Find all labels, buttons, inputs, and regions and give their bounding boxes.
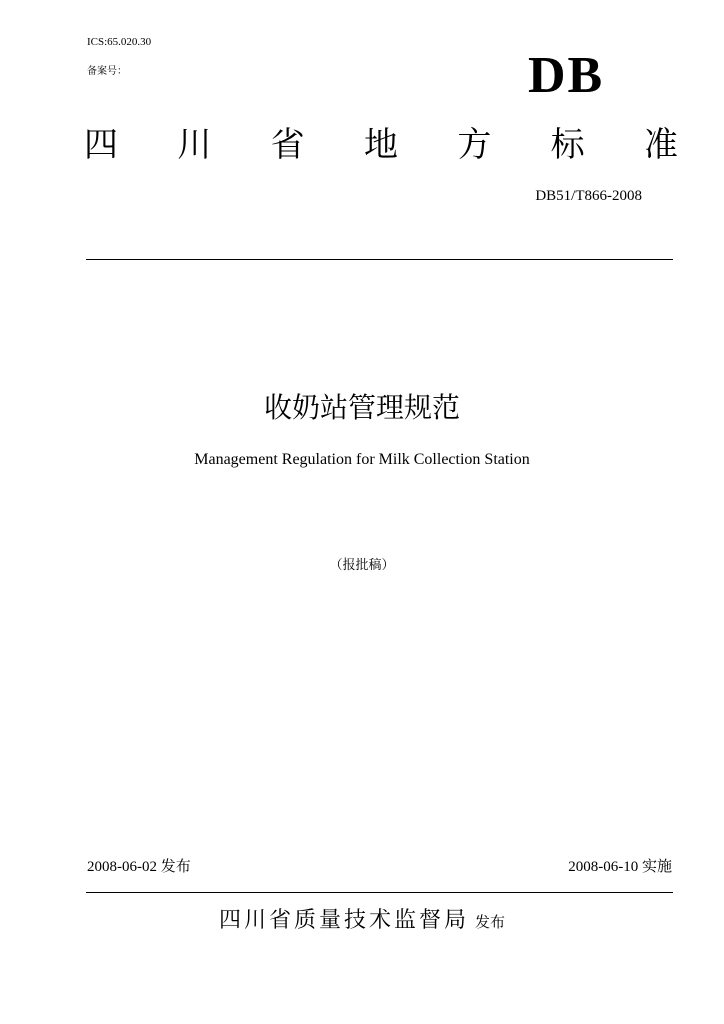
issuer-name: 四川省质量技术监督局: [218, 908, 469, 933]
ics-code: ICS:65.020.30: [87, 36, 152, 48]
draft-note: （报批稿）: [329, 558, 395, 573]
standard-type-char: 方: [457, 125, 492, 165]
standard-number: DB51/T866-2008: [535, 188, 642, 204]
effective-date: 2008-06-10 实施: [568, 859, 672, 875]
issuer-suffix: 发布: [475, 913, 506, 931]
standard-type-char: 准: [643, 125, 678, 165]
standard-type-char: 四: [84, 125, 118, 165]
document-title-chinese: 收奶站管理规范: [263, 391, 460, 424]
document-title-english: Management Regulation for Milk Collection Station: [194, 451, 530, 468]
bottom-divider: [86, 892, 673, 893]
standard-type-char: 地: [363, 125, 398, 165]
issue-date: 2008-06-02 发布: [87, 859, 191, 875]
issuer-line: [0, 903, 724, 934]
top-divider: [86, 259, 673, 260]
record-number-label: 备案号：: [87, 66, 127, 77]
standard-type-heading: [84, 125, 678, 165]
standard-type-char: 川: [177, 125, 212, 165]
db-logo: DB: [528, 47, 605, 104]
standard-type-char: 省: [270, 125, 305, 165]
standard-type-char: 标: [550, 125, 585, 165]
